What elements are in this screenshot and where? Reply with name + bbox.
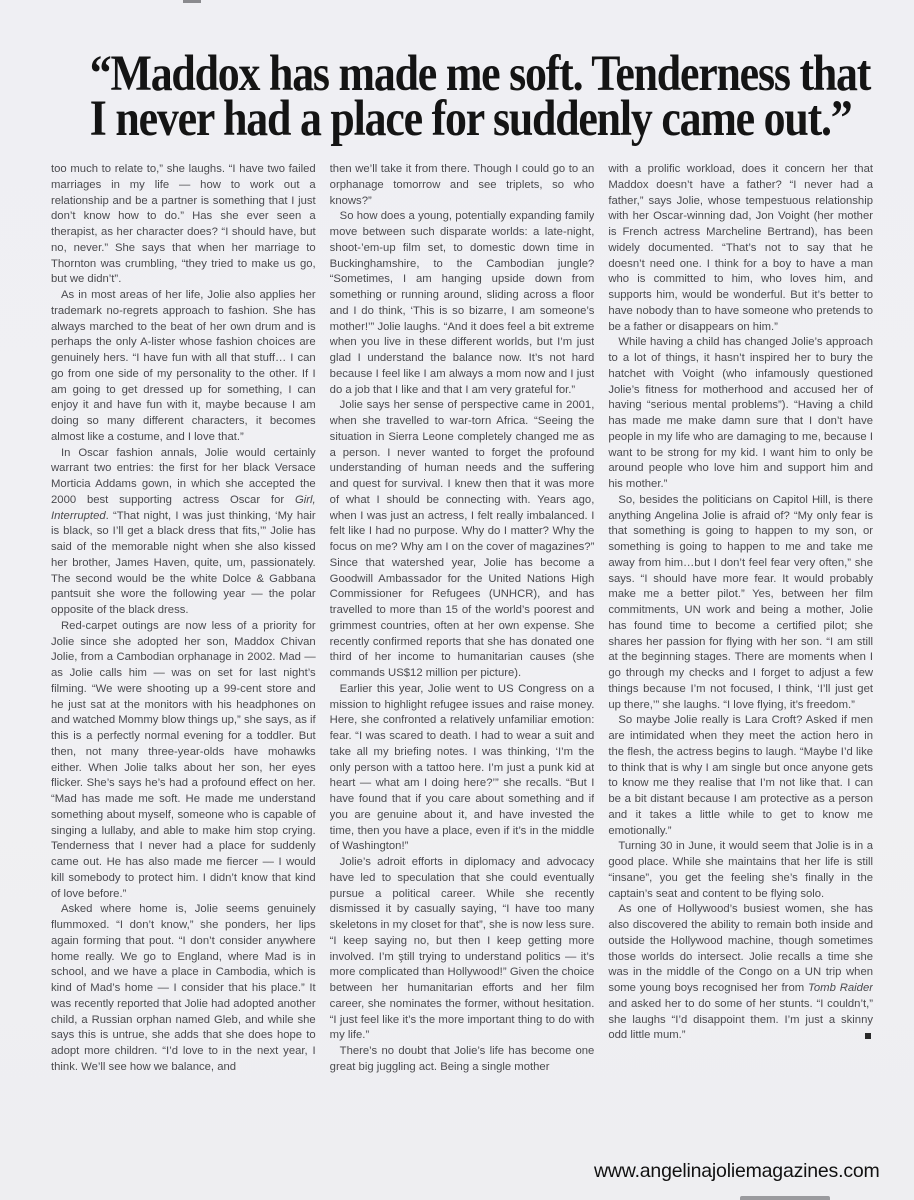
paragraph-text: As one of Hollywood’s busiest women, she has also discovered the ability to remain both inside and outside the Hollywood machine, though sometimes those worlds do intersect. Jolie recalls a time she was in the middle of the Congo on a UN trip when some young boys recognised her from [608,903,874,994]
paragraph: Asked where home is, Jolie seems genuinely flummoxed. “I don’t know,” she ponders, her lips again forming that pout. “I don’t consider anywhere home really. We go to England, where Mad is in school, and we have a place in Cambodia, which is kind of Mad’s home — I consider that his place.” It was recently reported that Jolie had adopted another child, a Russian orphan named Gleb, and while she says this is untrue, she adds that she does hope to adopt more children. “I’d love to in the next year, I think. We’ll see how we balance, and [51,903,316,1073]
article-columns [51,162,873,1152]
article-column-2 [330,162,595,1152]
paragraph: with a prolific workload, does it concern her that Maddox doesn’t have a father? “I never had a father,” says Jolie, whose tempestuous relationship with her Oscar-winning dad, Jon Voight (her mother is French actress Marcheline Bertrand), has been widely documented. “That’s not to say that he doesn’t need one. I think for a boy to have a man who is committed to him, who loves him, and supports him, would be wonderful. But it’s better to have nobody than to have someone who pretends to be a father or disappears on him.” [608,163,874,333]
paragraph: Red-carpet outings are now less of a priority for Jolie since she adopted her son, Maddox Chivan Jolie, from a Cambodian orphanage in 2002. Mad — as Jolie calls him — was on set for last night’s filming. “We were shooting up a 99-cent store and he just sat at the monitors with his headphones on and watched Mommy blow things up,” she says, as if this is a perfectly normal evening for a toddler. But then, not many three-year-olds have mohawks either. When Jolie talks about her son, her eyes flicker. She’s says he’s had a profound effect on her. “Mad has made me soft. He made me understand something about myself, someone who is capable of singing a lullaby, and able to make him stop crying. Tenderness that I never had a place for suddenly came out. He has also made me fiercer — I would kill somebody to protect him. I didn’t know that kind of love before.” [51,619,316,900]
film-title: Girl, Interrupted [51,493,316,522]
website-watermark: www.angelinajoliemagazines.com [594,1160,880,1182]
paragraph: Earlier this year, Jolie went to US Congress on a mission to highlight refugee issues and raise money. Here, she confronted a relatively unfamiliar emotion: fear. “I was scared to death. I had to wear a suit and take all my briefing notes. I was thinking, ‘I’m the only person with a tattoo here. I’m just a punk kid at heart — what am I doing here?’” she recalls. “But I have found that if you care about something and if you are genuine about it, and have invested the time, then you have a place, even if it’s in the middle of Washington!” [329,682,595,853]
paragraph-text: . “That night, I was just thinking, ‘My hair is black, so I’ll get a black dress that fits,’” Jolie has said of the memorable night when she also kissed her brother, James Haven, quite, um, passionately. The second would be the white Dolce & Gabbana pantsuit she wore the following year — the polar opposite of the black dress. [51,509,316,616]
article-column-3 [608,162,873,1152]
paragraph-text: In Oscar fashion annals, Jolie would certainly warrant two entries: the first for her black Versace Morticia Addams gown, in which she accepted the 2000 best supporting actress Oscar for [51,446,316,506]
paragraph: then we’ll take it from there. Though I could go to an orphanage tomorrow and see triplets, so who knows?” [329,163,595,207]
headline-line-2: I never had a place for suddenly came out.” [89,91,852,147]
paragraph: So maybe Jolie really is Lara Croft? Asked if men are intimidated when they meet the action hero in the flesh, the actress begins to laugh. “Maybe I’d like to think that is why I am single but once anyone gets to know me they realise that I’m not like that. I can be a bit distant because I am protective as a person and it takes a little while to get to know me emotionally.” [608,714,874,837]
paragraph: Turning 30 in June, it would seem that Jolie is in a good place. While she maintains that her life is still “insane”, you get the feeling she’s finally in the captain’s seat and content to be flying solo. [608,840,874,900]
paragraph [608,902,873,1044]
paragraph: As in most areas of her life, Jolie also applies her trademark no-regrets approach to fashion. She has always marched to the beat of her own drum and is perhaps the only A-lister whose fashion choices are genuinely hers. “I have fun with all that stuff… I can go from one side of my personality to the other. If I am going to get dressed up for something, I can enjoy it and have fun with it, maybe because I am doing so many different characters, it becomes almost like a costume, and I love that.” [51,289,316,443]
paragraph: While having a child has changed Jolie’s approach to a lot of things, it hasn’t inspired her to bury the hatchet with Voight (who infamously questioned Jolie’s fitness for motherhood and accused her of having “serious mental problems”). “Having a child has made me make damn sure that I don’t have people in my life who are damaging to me, because I want to be strong for my kid. I want him to only be around people who love him and support him and his mother.” [608,336,874,490]
paragraph: There’s no doubt that Jolie’s life has become one great big juggling act. Being a single mother [329,1045,595,1073]
paragraph: So how does a young, potentially expanding family move between such disparate worlds: a late-night, shoot-’em-up film set, to domestic down time in Buckinghamshire, to the Cambodian jungle? “Sometimes, I am hanging upside down from something or running around, sliding across a floor and I do think, ‘This is so bizarre, I am someone’s mother!’” Jolie laughs. “And it does feel a bit extreme when you live in these different worlds, but I’m just glad I understand the balance now. It’s not hard because I feel like I am always a mom now and I just do a job that I like and that I am very grateful for.” [329,210,595,396]
paragraph-text: and asked her to do some of her stunts. “I couldn’t,” she laughs “I’d disappoint them. I’m just a skinny odd little mum.” [608,997,874,1042]
paragraph: too much to relate to,” she laughs. “I have two failed marriages in my life — how to work out a relationship and be a partner is something that I just don’t know how to do.” Has she ever seen a therapist, as her character does? “I should have, but no, never.” She says that when her marriage to Thornton was crumbling, “they tried to make us go, but we didn’t”. [51,163,316,286]
page-edge-mark [740,1196,830,1200]
paragraph: Jolie’s adroit efforts in diplomacy and advocacy have led to speculation that she could eventually pursue a political career. While she recently dismissed it by casually saying, “I have too many skeletons in my closet for that”, she is now less sure. “I keep saying no, but then I keep getting more involved. I’m ştill trying to understand politics — it’s more complicated than Hollywood!” Given the choice between her humanitarian efforts and her film career, she nominates the former, without hesitation. “I just feel like it’s the more important thing to do with my life.” [329,856,595,1042]
headline-line-1: “Maddox has made me soft. Tenderness that [89,46,871,102]
page-edge-mark [183,0,201,3]
article-column-1 [51,162,316,1152]
film-title: Tomb Raider [808,982,874,994]
paragraph: Jolie says her sense of perspective came in 2001, when she travelled to war-torn Africa. “Seeing the situation in Sierra Leone completely changed me as a person. I never wanted to forget the profound understanding of human needs and the suffering and quest for survival. I knew then that it was more of what I should be connecting with. Years ago, when I was just an actress, I felt really imbalanced. I felt like I had no purpose. Why do I matter? Why the focus on me? Why am I on the cover of magazines?” Since that watershed year, Jolie has become a Goodwill Ambassador for the United Nations High Commissioner for Refugees (UNHCR), and has travelled to more than 15 of the world’s poorest and grimmest countries, often at her own expense. She recently confirmed reports that she has donated one third of her income to humanitarian causes (she commands US$12 million per picture). [329,399,595,679]
end-of-article-square-icon [865,1033,871,1039]
paragraph: So, besides the politicians on Capitol Hill, is there anything Angelina Jolie is afraid of? “My only fear is that something is going to happen to my son, or something is going to happen to me and take me away from him…but I don’t feel fear very often,” she says. “I should have more fear. It would probably make me a better pilot.” Yes, between her film commitments, UN work and being a mother, Jolie has found time to become a certified pilot; she shares her passion for flying with her son. “I am still at the beginning stages. There are moments when I go through my checks and I forget to adjust a few things because I’m not focused, I think, ‘I’ll just get up there,’” she laughs. “I love flying, it’s freedom.” [608,493,874,711]
pull-quote-headline [89,46,871,147]
paragraph [51,446,316,619]
